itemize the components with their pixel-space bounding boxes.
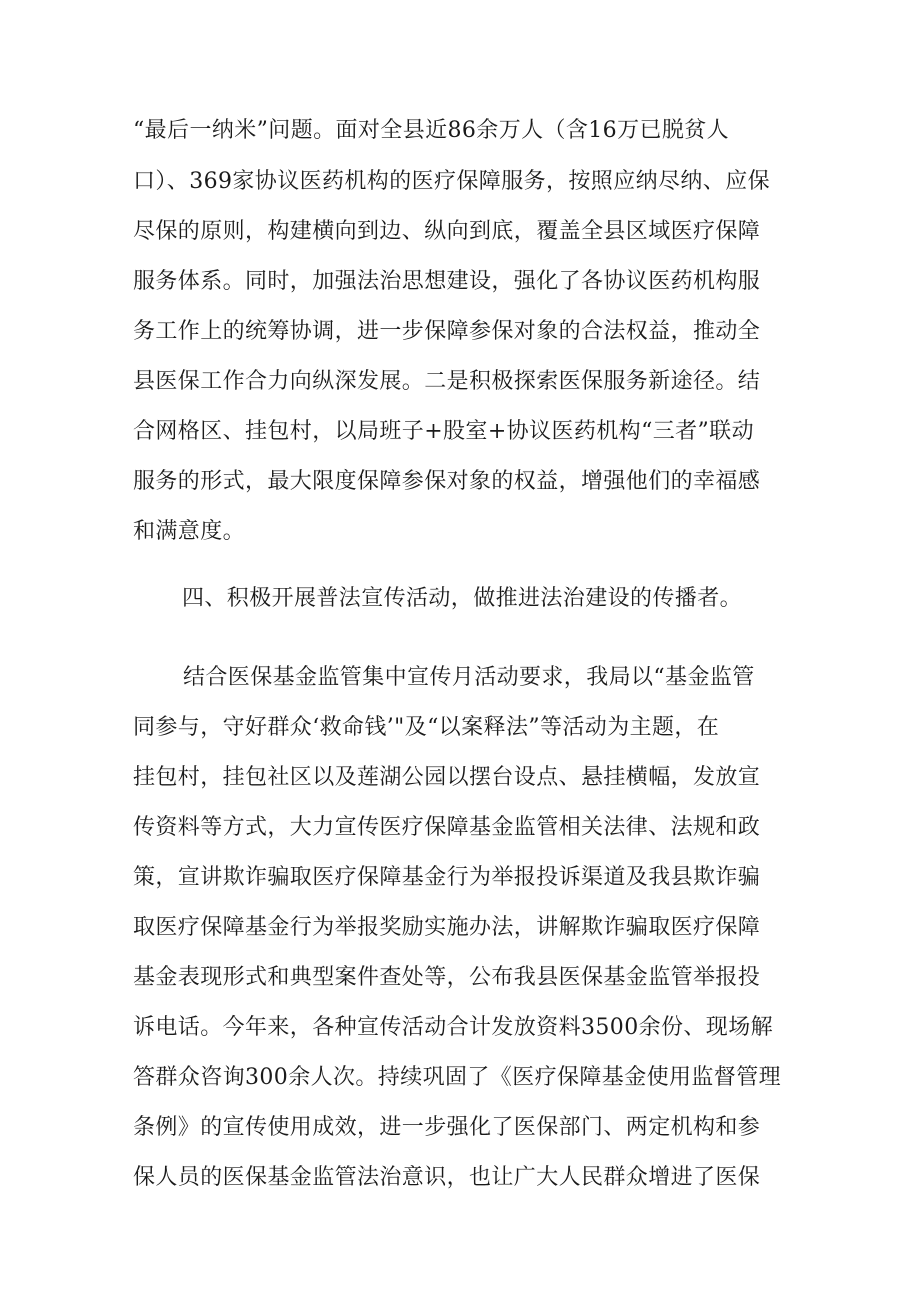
paragraph2-line-7: 基金表现形式和典型案件查处等，公布我县医保基金监管举报投: [133, 965, 761, 990]
paragraph1-line-2: 口）、369家协议医药机构的医疗保障服务，按照应纳尽纳、应保: [133, 169, 770, 194]
paragraph1-line-7: 合网格区、挂包村，以局班子+股室+协议医药机构“三者”联动: [133, 419, 754, 444]
paragraph2-line-6: 取医疗保障基金行为举报奖励实施办法，讲解欺诈骗取医疗保障: [133, 915, 761, 940]
section-heading: 四、积极开展普法宣传活动，做推进法治建设的传播者。: [182, 586, 743, 611]
paragraph1-line-4: 服务体系。同时，加强法治思想建设，强化了各协议医药机构服: [133, 269, 761, 294]
paragraph2-line-3: 挂包村，挂包社区以及莲湖公园以摆台设点、悬挂横幅，发放宣: [133, 765, 761, 790]
paragraph2-line-10: 条例》的宣传使用成效，进一步强化了医保部门、两定机构和参: [133, 1115, 761, 1140]
paragraph1-line-8: 服务的形式，最大限度保障参保对象的权益，增强他们的幸福感: [133, 469, 761, 494]
paragraph1-line-1: “最后一纳米”问题。面对全县近86余万人（含16万已脱贫人: [133, 118, 730, 143]
paragraph2-line-11: 保人员的医保基金监管法治意识，也让广大人民群众增进了医保: [133, 1165, 761, 1190]
paragraph2-line-4: 传资料等方式，大力宣传医疗保障基金监管相关法律、法规和政: [133, 815, 761, 840]
paragraph2-line-2: 同参与，守好群众‘救命钱’"及“以案释法”等活动为主题，在: [133, 715, 720, 740]
paragraph1-line-5: 务工作上的统筹协调，进一步保障参保对象的合法权益，推动全: [133, 319, 761, 344]
paragraph2-line-5: 策，宣讲欺诈骗取医疗保障基金行为举报投诉渠道及我县欺诈骗: [133, 865, 761, 890]
paragraph2-line-9: 答群众咨询300余人次。持续巩固了《医疗保障基金使用监督管理: [133, 1065, 781, 1090]
paragraph1-line-9: 和满意度。: [133, 519, 246, 544]
paragraph1-line-6: 县医保工作合力向纵深发展。二是积极探索医保服务新途径。结: [133, 369, 761, 394]
paragraph1-line-3: 尽保的原则，构建横向到边、纵向到底，覆盖全县区域医疗保障: [133, 219, 761, 244]
paragraph2-line-1: 结合医保基金监管集中宣传月活动要求，我局以“基金监管: [183, 665, 755, 690]
paragraph2-line-8: 诉电话。今年来，各种宣传活动合计发放资料3500余份、现场解: [133, 1015, 773, 1040]
